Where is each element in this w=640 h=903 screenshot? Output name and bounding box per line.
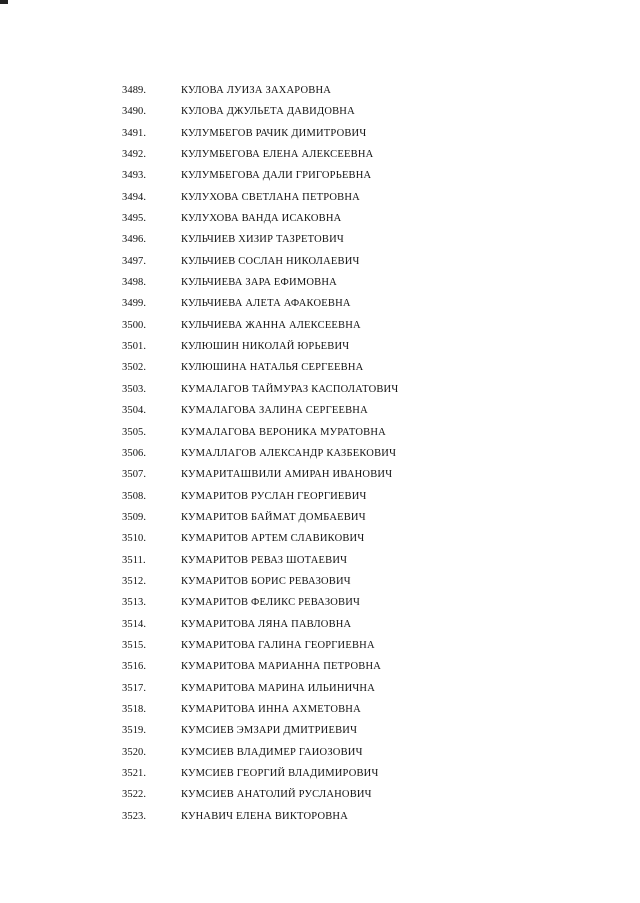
entry-name: КУЛУХОВА ВАНДА ИСАКОВНА [181,213,342,225]
entry-number: 3489. [122,85,147,96]
entry-name: КУМАРИТОВА МАРИАННА ПЕТРОВНА [181,661,382,673]
entry-name: КУМСИЕВ ЭМЗАРИ ДМИТРИЕВИЧ [181,725,358,737]
entry-name: КУЛУМБЕГОВА ЕЛЕНА АЛЕКСЕЕВНА [181,149,374,161]
entry-number: 3496. [122,234,147,246]
entry-name: КУМАРИТОВ БОРИС РЕВАЗОВИЧ [181,575,351,587]
entry-name: КУМСИЕВ ВЛАДИМЕР ГАИОЗОВИЧ [181,746,363,758]
entry-name: КУМАРИТОВ АРТЕМ СЛАВИКОВИЧ [181,533,365,545]
entry-name: КУЛЮШИНА НАТАЛЬЯ СЕРГЕЕВНА [181,362,364,374]
list-item [0,340,640,361]
entry-number: 3506. [122,447,147,459]
entry-number: 3492. [122,149,147,161]
list-item [0,297,640,318]
list-item [0,127,640,148]
entry-number: 3505. [122,426,147,438]
list-item [0,276,640,297]
entry-name: КУМАЛАГОВ ТАЙМУРАЗ КАСПОЛАТОВИЧ [181,383,399,395]
entry-name: КУМСИЕВ ГЕОРГИЙ ВЛАДИМИРОВИЧ [181,768,379,779]
entry-number: 3509. [122,511,147,523]
entry-name: КУМАРИТОВ БАЙМАТ ДОМБАЕВИЧ [181,511,366,523]
entry-number: 3495. [122,213,147,225]
entry-number: 3516. [122,661,147,673]
entry-name: КУЛЮШИН НИКОЛАЙ ЮРЬЕВИЧ [181,341,350,353]
entry-name: КУМАЛАГОВА ВЕРОНИКА МУРАТОВНА [181,426,386,438]
entry-name: КУМАРИТОВ ФЕЛИКС РЕВАЗОВИЧ [181,597,361,609]
list-item [0,618,640,639]
entry-name: КУЛЬЧИЕВА ЖАННА АЛЕКСЕЕВНА [181,319,361,331]
list-item [0,596,640,617]
entry-name: КУМАРИТОВА ИННА АХМЕТОВНА [181,703,361,715]
entry-number: 3502. [122,362,147,374]
list-item [0,767,640,788]
entry-number: 3508. [122,490,147,502]
entry-name: КУЛУМБЕГОВ РАЧИК ДИМИТРОВИЧ [181,127,367,139]
list-item [0,105,640,126]
list-item [0,255,640,276]
list-item [0,426,640,447]
entry-name: КУЛОВА ЛУИЗА ЗАХАРОВНА [181,85,332,96]
entry-number: 3513. [122,597,147,609]
entry-number: 3490. [122,106,147,118]
list-item [0,703,640,724]
entry-number: 3510. [122,533,147,545]
entry-number: 3514. [122,618,147,630]
list-item [0,468,640,489]
entry-number: 3494. [122,191,147,203]
entry-name: КУМСИЕВ АНАТОЛИЙ РУСЛАНОВИЧ [181,789,372,801]
entry-number: 3507. [122,469,147,481]
entry-name: КУНАВИЧ ЕЛЕНА ВИКТОРОВНА [181,810,348,822]
entry-number: 3493. [122,170,147,182]
list-item [0,788,640,809]
list-item [0,490,640,511]
entry-number: 3518. [122,703,147,715]
list-item [0,84,640,105]
entry-number: 3501. [122,341,147,353]
entry-name: КУМАРИТОВА ЛЯНА ПАВЛОВНА [181,618,352,630]
entry-number: 3500. [122,319,147,331]
list-item [0,383,640,404]
entry-number: 3497. [122,255,147,267]
list-item [0,361,640,382]
entry-number: 3523. [122,810,147,822]
scan-corner-mark [0,0,8,4]
list-item [0,169,640,190]
entry-name: КУЛЬЧИЕВА АЛЕТА АФАКОЕВНА [181,298,351,310]
entry-number: 3498. [122,277,147,289]
list-item [0,639,640,660]
list-item [0,233,640,254]
list-item [0,319,640,340]
list-item [0,575,640,596]
entry-name: КУМАРИТОВА ГАЛИНА ГЕОРГИЕВНА [181,639,375,651]
name-list [0,84,640,831]
list-item [0,148,640,169]
entry-number: 3499. [122,298,147,310]
list-item [0,660,640,681]
entry-name: КУЛЬЧИЕВА ЗАРА ЕФИМОВНА [181,277,337,289]
list-item [0,682,640,703]
list-item [0,746,640,767]
entry-number: 3512. [122,575,147,587]
entry-number: 3519. [122,725,147,737]
entry-number: 3520. [122,746,147,758]
entry-name: КУЛЬЧИЕВ ХИЗИР ТАЗРЕТОВИЧ [181,234,344,246]
list-item [0,404,640,425]
list-item [0,532,640,553]
entry-name: КУМАРИТОВ РУСЛАН ГЕОРГИЕВИЧ [181,490,367,502]
entry-number: 3522. [122,789,147,801]
entry-number: 3511. [122,554,146,566]
list-item [0,511,640,532]
entry-name: КУЛОВА ДЖУЛЬЕТА ДАВИДОВНА [181,106,355,118]
entry-name: КУМАРИТАШВИЛИ АМИРАН ИВАНОВИЧ [181,469,393,481]
entry-name: КУЛЬЧИЕВ СОСЛАН НИКОЛАЕВИЧ [181,255,360,267]
list-item [0,191,640,212]
entry-name: КУМАЛАГОВА ЗАЛИНА СЕРГЕЕВНА [181,405,368,417]
entry-number: 3504. [122,405,147,417]
entry-number: 3491. [122,127,147,139]
entry-name: КУМАРИТОВ РЕВАЗ ШОТАЕВИЧ [181,554,348,566]
entry-number: 3515. [122,639,147,651]
entry-number: 3521. [122,768,147,779]
entry-name: КУМАРИТОВА МАРИНА ИЛЬИНИЧНА [181,682,375,694]
list-item [0,212,640,233]
entry-number: 3503. [122,383,147,395]
list-item [0,447,640,468]
entry-name: КУМАЛЛАГОВ АЛЕКСАНДР КАЗБЕКОВИЧ [181,447,397,459]
list-item [0,810,640,831]
entry-number: 3517. [122,682,147,694]
list-item [0,724,640,745]
entry-name: КУЛУМБЕГОВА ДАЛИ ГРИГОРЬЕВНА [181,170,372,182]
list-item [0,554,640,575]
entry-name: КУЛУХОВА СВЕТЛАНА ПЕТРОВНА [181,191,360,203]
